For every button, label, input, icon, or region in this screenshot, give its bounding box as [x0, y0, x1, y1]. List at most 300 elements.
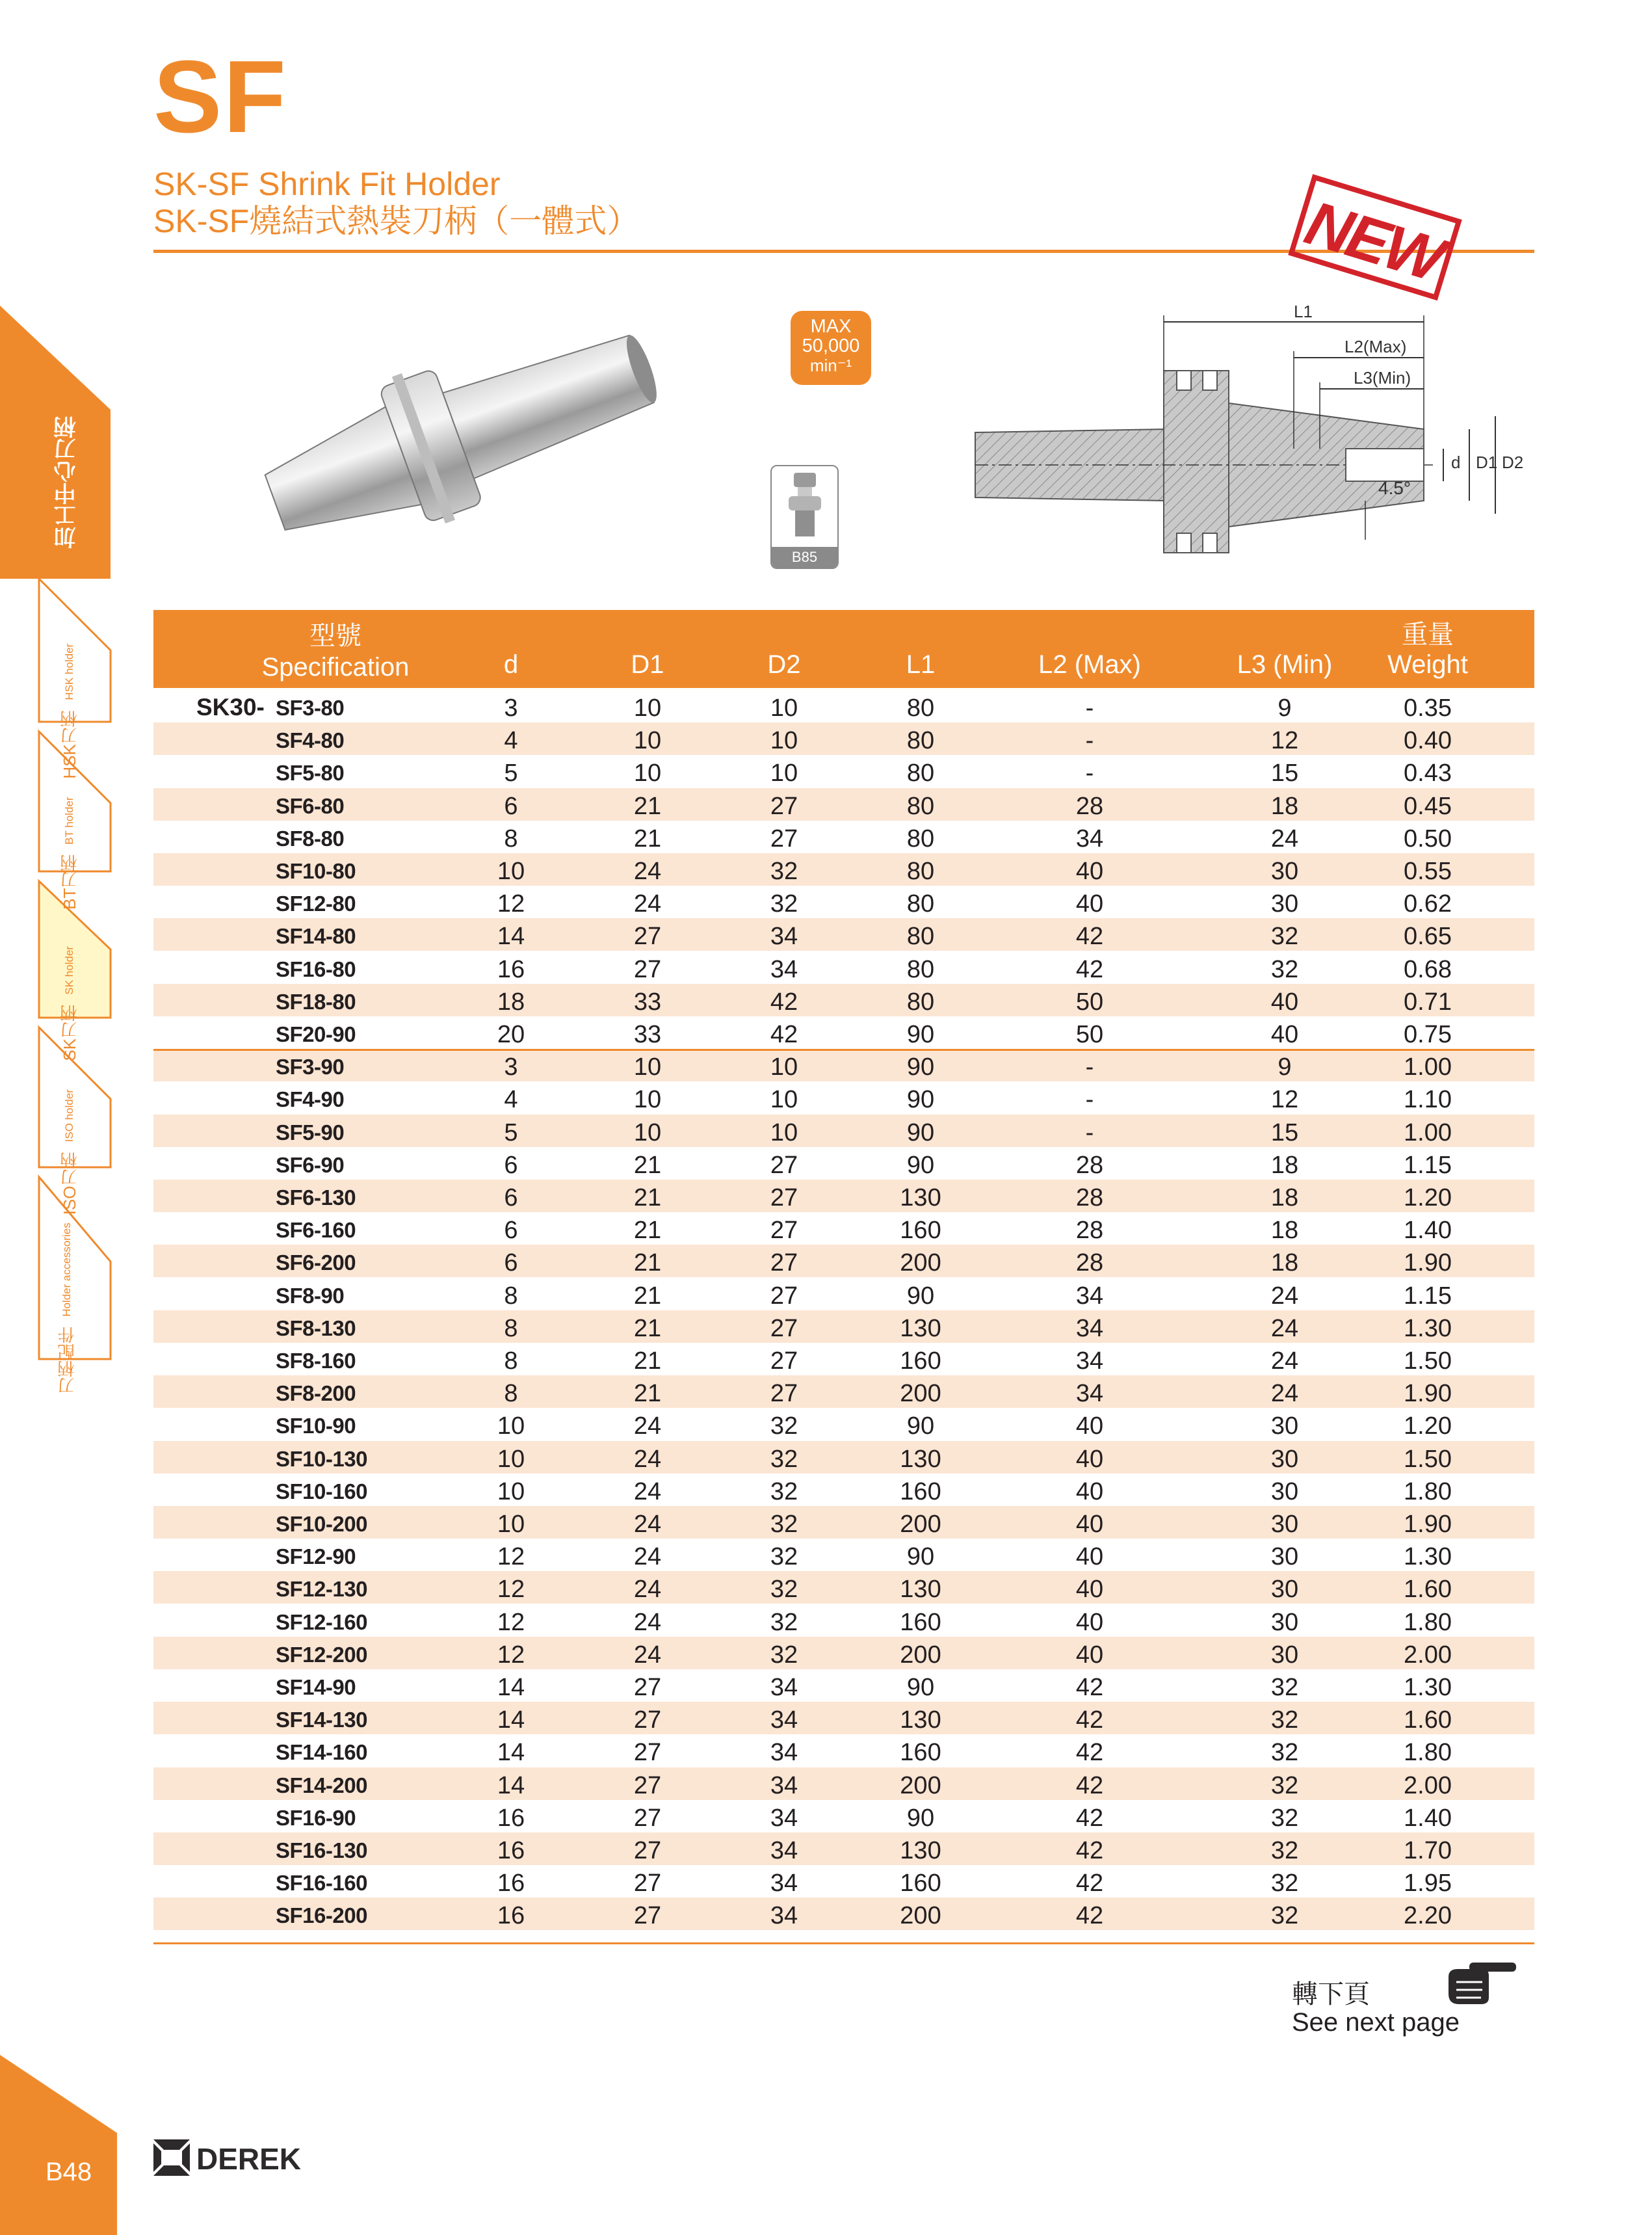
value-cell: 1.15: [1404, 1282, 1452, 1310]
value-cell: 9: [1278, 1053, 1292, 1081]
table-row: [153, 690, 1534, 722]
value-cell: 34: [770, 1771, 798, 1799]
side-tab-main: 加工中心刀柄: [55, 416, 79, 549]
diagram-label-d2: D2: [1502, 453, 1524, 472]
spec-cell: SF12-130: [276, 1577, 367, 1602]
table-row: [153, 1506, 1534, 1539]
value-cell: 27: [770, 1249, 798, 1277]
value-cell: 80: [906, 858, 935, 885]
table-row: [153, 1049, 1534, 1081]
spec-cell: SF4-90: [276, 1087, 345, 1112]
table-row: [153, 1832, 1534, 1865]
value-cell: -: [1085, 1053, 1094, 1081]
value-cell: 30: [1270, 890, 1299, 918]
value-cell: 21: [633, 1184, 662, 1211]
value-cell: 200: [900, 1380, 941, 1408]
value-cell: 10: [633, 1118, 662, 1146]
col-L1: L1: [906, 650, 936, 679]
value-cell: 24: [633, 1641, 662, 1669]
diagram-label-l1: L1: [1294, 302, 1313, 321]
value-cell: 15: [1270, 1118, 1299, 1146]
value-cell: 14: [497, 1771, 525, 1799]
table-row: [153, 1539, 1534, 1571]
derek-logo-icon: [153, 2139, 190, 2176]
value-cell: 42: [1075, 1739, 1104, 1767]
value-cell: 28: [1075, 1151, 1104, 1179]
value-cell: 0.71: [1404, 988, 1452, 1016]
value-cell: 0.45: [1404, 792, 1452, 820]
value-cell: 12: [497, 890, 525, 918]
value-cell: 32: [770, 1511, 798, 1538]
value-cell: 34: [770, 1837, 798, 1864]
value-cell: 6: [504, 1151, 518, 1179]
spec-cell: SF10-200: [276, 1512, 367, 1536]
value-cell: 1.95: [1404, 1870, 1452, 1898]
value-cell: 160: [900, 1477, 941, 1505]
value-cell: 80: [906, 792, 935, 820]
value-cell: 27: [633, 1706, 662, 1734]
pull-stud-label: B85: [772, 547, 837, 568]
table-row: [153, 1767, 1534, 1800]
value-cell: 1.00: [1404, 1053, 1452, 1081]
value-cell: 3: [504, 694, 518, 722]
table-row: [153, 1571, 1534, 1604]
value-cell: 1.60: [1404, 1576, 1452, 1604]
spec-cell: SF6-80: [276, 793, 345, 818]
value-cell: 32: [770, 1608, 798, 1636]
value-cell: 32: [770, 1477, 798, 1505]
value-cell: 80: [906, 988, 935, 1016]
value-cell: 10: [770, 1086, 798, 1114]
value-cell: 27: [633, 1804, 662, 1832]
value-cell: 28: [1075, 1184, 1104, 1211]
value-cell: 18: [497, 988, 525, 1016]
value-cell: 90: [906, 1086, 935, 1114]
side-tab-sk[interactable]: SK刀柄 SK holder: [60, 946, 79, 1061]
value-cell: 14: [497, 1739, 525, 1767]
value-cell: 6: [504, 1217, 518, 1245]
value-cell: 34: [770, 1804, 798, 1832]
col-L3: L3 (Min): [1237, 650, 1333, 679]
value-cell: 16: [497, 1837, 525, 1864]
spec-cell: SF6-160: [276, 1218, 356, 1243]
value-cell: 200: [900, 1249, 941, 1277]
spec-cell: SF3-80: [276, 696, 345, 720]
side-tab-iso[interactable]: ISO刀柄 ISO holder: [60, 1089, 79, 1215]
value-cell: 16: [497, 1804, 525, 1832]
value-cell: 18: [1270, 1249, 1299, 1277]
value-cell: 160: [900, 1739, 941, 1767]
table-row: [153, 1637, 1534, 1669]
spec-cell: SF14-130: [276, 1708, 367, 1732]
value-cell: 34: [1075, 1314, 1104, 1342]
value-cell: 27: [770, 1380, 798, 1408]
value-cell: 24: [1270, 1314, 1299, 1342]
value-cell: 24: [633, 1445, 662, 1473]
value-cell: 1.10: [1404, 1086, 1452, 1114]
value-cell: 27: [770, 1282, 798, 1310]
value-cell: 0.50: [1404, 825, 1452, 853]
value-cell: 16: [497, 1902, 525, 1930]
value-cell: 34: [1075, 1282, 1104, 1310]
value-cell: 32: [1270, 1870, 1299, 1898]
value-cell: 90: [906, 1021, 935, 1048]
table-row: [153, 1147, 1534, 1180]
group-label: SK30-: [196, 694, 265, 721]
value-cell: 28: [1075, 792, 1104, 820]
spec-cell: SF5-80: [276, 761, 345, 786]
value-cell: 34: [770, 1739, 798, 1767]
new-stamp: NEW: [1288, 174, 1462, 300]
value-cell: 40: [1075, 858, 1104, 885]
spec-cell: SF14-160: [276, 1740, 367, 1765]
derek-logo-text: DEREK: [196, 2142, 302, 2176]
max-speed-value: 50,000: [802, 336, 860, 356]
value-cell: 32: [1270, 1706, 1299, 1734]
value-cell: 21: [633, 1380, 662, 1408]
value-cell: 10: [770, 1053, 798, 1081]
table-row: [153, 1375, 1534, 1408]
subtitle-chinese: SK-SF燒結式熱裝刀柄（一體式）: [153, 203, 640, 239]
value-cell: -: [1085, 1118, 1094, 1146]
value-cell: 34: [770, 1706, 798, 1734]
table-row: [153, 1115, 1534, 1147]
table-row: [153, 722, 1534, 755]
table-row: [153, 1474, 1534, 1506]
value-cell: 32: [770, 858, 798, 885]
value-cell: 90: [906, 1674, 935, 1701]
value-cell: 42: [1075, 1837, 1104, 1864]
value-cell: 32: [1270, 1902, 1299, 1930]
value-cell: 0.43: [1404, 760, 1452, 787]
value-cell: 24: [633, 1412, 662, 1440]
spec-cell: SF6-200: [276, 1250, 356, 1275]
value-cell: 200: [900, 1641, 941, 1669]
value-cell: 10: [497, 1412, 525, 1440]
see-next-page-zh[interactable]: 轉下頁: [1292, 1980, 1370, 2009]
table-row: [153, 1441, 1534, 1474]
value-cell: 0.65: [1404, 923, 1452, 951]
spec-cell: SF8-80: [276, 826, 345, 851]
value-cell: 160: [900, 1217, 941, 1245]
value-cell: 32: [770, 1445, 798, 1473]
value-cell: 50: [1075, 1021, 1104, 1048]
group-divider: [153, 1049, 1534, 1051]
value-cell: 200: [900, 1771, 941, 1799]
value-cell: 40: [1075, 1576, 1104, 1604]
value-cell: 0.62: [1404, 890, 1452, 918]
spec-cell: SF6-90: [276, 1152, 345, 1177]
table-row: [153, 918, 1534, 951]
value-cell: 10: [770, 1118, 798, 1146]
pull-stud-box: [770, 465, 839, 569]
table-row: [153, 984, 1534, 1016]
value-cell: 42: [770, 988, 798, 1016]
spec-cell: SF10-90: [276, 1414, 356, 1438]
value-cell: 16: [497, 955, 525, 983]
value-cell: 32: [1270, 1674, 1299, 1701]
col-d: d: [503, 650, 519, 679]
value-cell: 27: [770, 1151, 798, 1179]
value-cell: 1.90: [1404, 1380, 1452, 1408]
pointing-hand-icon[interactable]: [1443, 1957, 1518, 2006]
value-cell: 27: [633, 1674, 662, 1701]
spec-cell: SF8-200: [276, 1381, 356, 1406]
value-cell: 24: [633, 1477, 662, 1505]
value-cell: 34: [770, 1902, 798, 1930]
table-row: [153, 1343, 1534, 1375]
spec-cell: SF20-90: [276, 1022, 356, 1046]
value-cell: 1.90: [1404, 1511, 1452, 1538]
value-cell: 6: [504, 1249, 518, 1277]
value-cell: 10: [497, 1511, 525, 1538]
value-cell: 42: [1075, 955, 1104, 983]
value-cell: 80: [906, 923, 935, 951]
value-cell: 21: [633, 1347, 662, 1375]
spec-cell: SF16-80: [276, 957, 356, 981]
value-cell: 27: [633, 955, 662, 983]
value-cell: 3: [504, 1053, 518, 1081]
value-cell: 24: [1270, 1347, 1299, 1375]
value-cell: 2.20: [1404, 1902, 1452, 1930]
value-cell: 27: [770, 1314, 798, 1342]
spec-cell: SF12-80: [276, 892, 356, 916]
value-cell: 27: [770, 825, 798, 853]
diagram-label-angle: 4.5°: [1378, 478, 1411, 498]
table-row: [153, 853, 1534, 886]
value-cell: 80: [906, 955, 935, 983]
col-D2: D2: [767, 650, 801, 679]
value-cell: 130: [900, 1314, 941, 1342]
subtitle-english: SK-SF Shrink Fit Holder: [153, 166, 501, 202]
value-cell: 12: [497, 1576, 525, 1604]
col-spec-zh: 型號: [309, 622, 361, 650]
col-weight-zh: 重量: [1402, 620, 1454, 649]
value-cell: 90: [906, 1282, 935, 1310]
value-cell: 40: [1075, 1412, 1104, 1440]
table-row: [153, 821, 1534, 853]
value-cell: 20: [497, 1021, 525, 1048]
value-cell: 10: [770, 727, 798, 755]
spec-cell: SF12-200: [276, 1642, 367, 1667]
value-cell: 27: [633, 1837, 662, 1864]
side-tab-accessories[interactable]: 刀柄配件 Holder accessories: [57, 1223, 77, 1394]
value-cell: 34: [770, 923, 798, 951]
page-number: B48: [46, 2158, 92, 2186]
spec-cell: SF10-160: [276, 1479, 367, 1503]
table-header: [153, 610, 1534, 688]
spec-cell: SF18-80: [276, 989, 356, 1014]
side-tab-hsk[interactable]: HSK刀柄 HSK holder: [60, 644, 79, 779]
technical-drawing: [969, 293, 1534, 566]
product-photo-holder: [250, 319, 666, 553]
side-tab-bt[interactable]: BT刀柄 BT holder: [60, 797, 79, 910]
value-cell: 90: [906, 1118, 935, 1146]
value-cell: 24: [633, 1608, 662, 1636]
value-cell: 90: [906, 1804, 935, 1832]
value-cell: 32: [1270, 1739, 1299, 1767]
table-row: [153, 1245, 1534, 1277]
table-row: [153, 1081, 1534, 1114]
value-cell: 80: [906, 825, 935, 853]
value-cell: 1.20: [1404, 1184, 1452, 1211]
value-cell: 27: [770, 1184, 798, 1211]
value-cell: 9: [1278, 694, 1292, 722]
value-cell: 130: [900, 1184, 941, 1211]
col-spec-en: Specification: [261, 653, 410, 681]
spec-cell: SF4-80: [276, 728, 345, 753]
diagram-label-l3: L3(Min): [1354, 368, 1411, 388]
value-cell: 10: [633, 760, 662, 787]
value-cell: 30: [1270, 1445, 1299, 1473]
value-cell: 2.00: [1404, 1771, 1452, 1799]
spec-cell: SF5-90: [276, 1120, 345, 1144]
value-cell: 30: [1270, 1641, 1299, 1669]
value-cell: 42: [1075, 1771, 1104, 1799]
value-cell: 8: [504, 825, 518, 853]
spec-cell: SF16-160: [276, 1871, 367, 1896]
value-cell: 12: [497, 1608, 525, 1636]
value-cell: -: [1085, 1086, 1094, 1114]
value-cell: 10: [770, 760, 798, 787]
value-cell: 32: [770, 1412, 798, 1440]
value-cell: 40: [1270, 1021, 1299, 1048]
value-cell: 33: [633, 1021, 662, 1048]
table-row: [153, 951, 1534, 984]
value-cell: 14: [497, 923, 525, 951]
value-cell: 1.50: [1404, 1445, 1452, 1473]
value-cell: 1.20: [1404, 1412, 1452, 1440]
value-cell: 0.40: [1404, 727, 1452, 755]
table-row: [153, 1016, 1534, 1049]
spec-cell: SF8-90: [276, 1283, 345, 1308]
value-cell: 12: [497, 1543, 525, 1571]
value-cell: 33: [633, 988, 662, 1016]
value-cell: 2.00: [1404, 1641, 1452, 1669]
value-cell: 27: [770, 792, 798, 820]
table-row: [153, 1865, 1534, 1898]
value-cell: 10: [497, 1445, 525, 1473]
table-row: [153, 1669, 1534, 1702]
value-cell: 80: [906, 727, 935, 755]
value-cell: 40: [1075, 1543, 1104, 1571]
value-cell: 10: [770, 694, 798, 722]
value-cell: 15: [1270, 760, 1299, 787]
max-speed-badge: [791, 311, 871, 385]
max-speed-unit: min⁻¹: [809, 356, 852, 375]
value-cell: 4: [504, 1086, 518, 1114]
value-cell: 40: [1270, 988, 1299, 1016]
value-cell: 1.40: [1404, 1217, 1452, 1245]
pull-stud-icon: [772, 466, 837, 548]
value-cell: 30: [1270, 858, 1299, 885]
page-number-tab: [0, 2055, 117, 2235]
value-cell: 30: [1270, 1511, 1299, 1538]
diagram-label-d: d: [1451, 453, 1461, 472]
value-cell: 1.80: [1404, 1477, 1452, 1505]
spec-cell: SF8-160: [276, 1349, 356, 1373]
table-row: [153, 1180, 1534, 1212]
see-next-page-en[interactable]: See next page: [1292, 2008, 1460, 2037]
value-cell: 0.35: [1404, 694, 1452, 722]
value-cell: 6: [504, 1184, 518, 1211]
spec-cell: SF6-130: [276, 1185, 356, 1210]
value-cell: 10: [497, 858, 525, 885]
value-cell: 40: [1075, 1608, 1104, 1636]
spec-cell: SF14-200: [276, 1773, 367, 1797]
value-cell: -: [1085, 760, 1094, 787]
value-cell: 27: [633, 923, 662, 951]
spec-cell: SF10-130: [276, 1446, 367, 1471]
value-cell: 80: [906, 760, 935, 787]
value-cell: 18: [1270, 1217, 1299, 1245]
value-cell: 40: [1075, 1511, 1104, 1538]
value-cell: 24: [633, 1511, 662, 1538]
value-cell: 40: [1075, 1641, 1104, 1669]
value-cell: 80: [906, 890, 935, 918]
value-cell: 200: [900, 1902, 941, 1930]
value-cell: 27: [633, 1771, 662, 1799]
value-cell: -: [1085, 727, 1094, 755]
value-cell: 24: [633, 858, 662, 885]
value-cell: 21: [633, 1249, 662, 1277]
value-cell: 27: [633, 1902, 662, 1930]
spec-cell: SF3-90: [276, 1055, 345, 1079]
value-cell: -: [1085, 694, 1094, 722]
value-cell: 1.30: [1404, 1314, 1452, 1342]
value-cell: 21: [633, 825, 662, 853]
value-cell: 1.70: [1404, 1837, 1452, 1864]
table-row: [153, 1278, 1534, 1310]
value-cell: 1.30: [1404, 1543, 1452, 1571]
value-cell: 1.00: [1404, 1118, 1452, 1146]
value-cell: 21: [633, 1282, 662, 1310]
value-cell: 130: [900, 1706, 941, 1734]
value-cell: 32: [1270, 1771, 1299, 1799]
value-cell: 10: [633, 694, 662, 722]
value-cell: 1.40: [1404, 1804, 1452, 1832]
value-cell: 34: [1075, 1380, 1104, 1408]
value-cell: 160: [900, 1870, 941, 1898]
value-cell: 16: [497, 1870, 525, 1898]
value-cell: 32: [770, 1576, 798, 1604]
value-cell: 27: [770, 1347, 798, 1375]
value-cell: 42: [770, 1021, 798, 1048]
spec-cell: SF16-130: [276, 1838, 367, 1862]
value-cell: 42: [1075, 1674, 1104, 1701]
spec-cell: SF12-90: [276, 1544, 356, 1569]
value-cell: 21: [633, 1217, 662, 1245]
value-cell: 12: [1270, 1086, 1299, 1114]
value-cell: 14: [497, 1706, 525, 1734]
value-cell: 6: [504, 792, 518, 820]
value-cell: 8: [504, 1282, 518, 1310]
diagram-label-l2: L2(Max): [1344, 337, 1407, 356]
value-cell: 90: [906, 1053, 935, 1081]
max-speed-label: MAX: [810, 316, 852, 337]
value-cell: 12: [1270, 727, 1299, 755]
value-cell: 1.30: [1404, 1674, 1452, 1701]
table-row: [153, 1702, 1534, 1734]
value-cell: 8: [504, 1380, 518, 1408]
value-cell: 1.80: [1404, 1608, 1452, 1636]
value-cell: 4: [504, 727, 518, 755]
value-cell: 42: [1075, 1804, 1104, 1832]
value-cell: 10: [633, 1053, 662, 1081]
value-cell: 32: [1270, 1837, 1299, 1864]
spec-cell: SF12-160: [276, 1609, 367, 1634]
value-cell: 1.80: [1404, 1739, 1452, 1767]
